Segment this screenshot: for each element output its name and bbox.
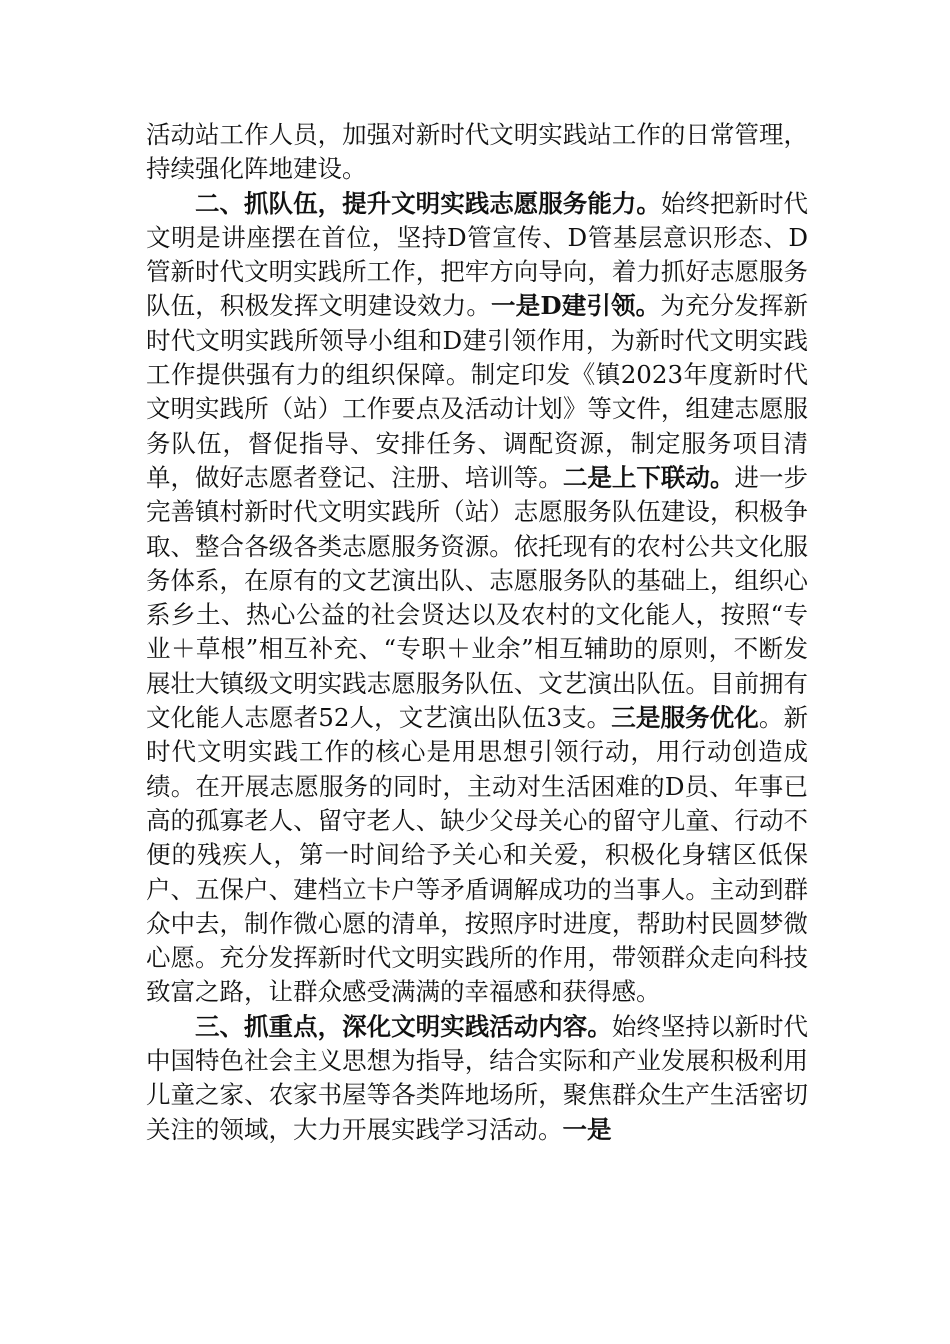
subpoint-heading: 二是上下联动。 bbox=[562, 462, 735, 492]
paragraph-text: 。新时代文明实践工作的核心是用思想引领行动，用行动创造成绩。在开展志愿服务的同时，主动对生活困难的D员、年事已高的孤寡老人、留守老人、缺少父母关心的留守儿童、行动不便的残疾人，第一时间给予关心和关爱，积极化身辖区低保户、五保户、建档立卡户等矛盾调解成功的当事人。主动到群众中去，制作微心愿的清单，按照序时进度，帮助村民圆梦微心愿。充分发挥新时代文明实践所的作用，带领群众走向科技致富之路，让群众感受满满的幸福感和获得感。 bbox=[146, 703, 809, 1007]
subpoint-heading: 一是 bbox=[562, 1114, 612, 1144]
paragraph-text: 进一步完善镇村新时代文明实践所（站）志愿服务队伍建设，积极争取、整合各级各类志愿服务资源。依托现有的农村公共文化服务体系，在原有的文艺演出队、志愿服务队的基础上，组织心系乡土、热心公益的社会贤达以及农村的文化能人，按照“专业＋草根”相互补充、“专职＋业余”相互辅助的原则，不断发展壮大镇级文明实践志愿服务队伍、文艺演出队伍。目前拥有文化能人志愿者52人，文艺演出队伍3支。 bbox=[146, 462, 809, 733]
section-heading: 二、抓队伍，提升文明实践志愿服务能力。 bbox=[195, 188, 661, 218]
paragraph-intro bbox=[146, 118, 808, 187]
paragraph-text: 活动站工作人员，加强对新时代文明实践站工作的日常管理，持续强化阵地建设。 bbox=[146, 120, 808, 184]
paragraph-text: 始终把新时代文明是讲座摆在首位，坚持D管宣传、D管基层意识形态、D管新时代文明实践所工作，把牢方向导向，着力抓好志愿服务队伍，积极发挥文明建设效力。 bbox=[146, 188, 809, 321]
section-heading: 三、抓重点，深化文明实践活动内容。 bbox=[195, 1011, 612, 1041]
paragraph-text: 为充分发挥新时代文明实践所领导小组和D建引领作用，为新时代文明实践工作提供强有力的组织保障。制定印发《镇2023年度新时代文明实践所（站）工作要点及活动计划》等文件，组建志愿服务队伍，督促指导、安排任务、调配资源，制定服务项目清单，做好志愿者登记、注册、培训等。 bbox=[146, 291, 809, 492]
paragraph-section-two bbox=[146, 187, 808, 1010]
subpoint-heading: 三是服务优化 bbox=[611, 703, 759, 733]
document-body bbox=[146, 118, 808, 1147]
paragraph-section-three bbox=[146, 1010, 808, 1147]
paragraph-text: 始终坚持以新时代中国特色社会主义思想为指导，结合实际和产业发展积极利用儿童之家、农家书屋等各类阵地场所，聚焦群众生产生活密切关注的领域，大力开展实践学习活动。 bbox=[146, 1011, 809, 1144]
subpoint-heading: 一是D建引领。 bbox=[491, 291, 661, 321]
